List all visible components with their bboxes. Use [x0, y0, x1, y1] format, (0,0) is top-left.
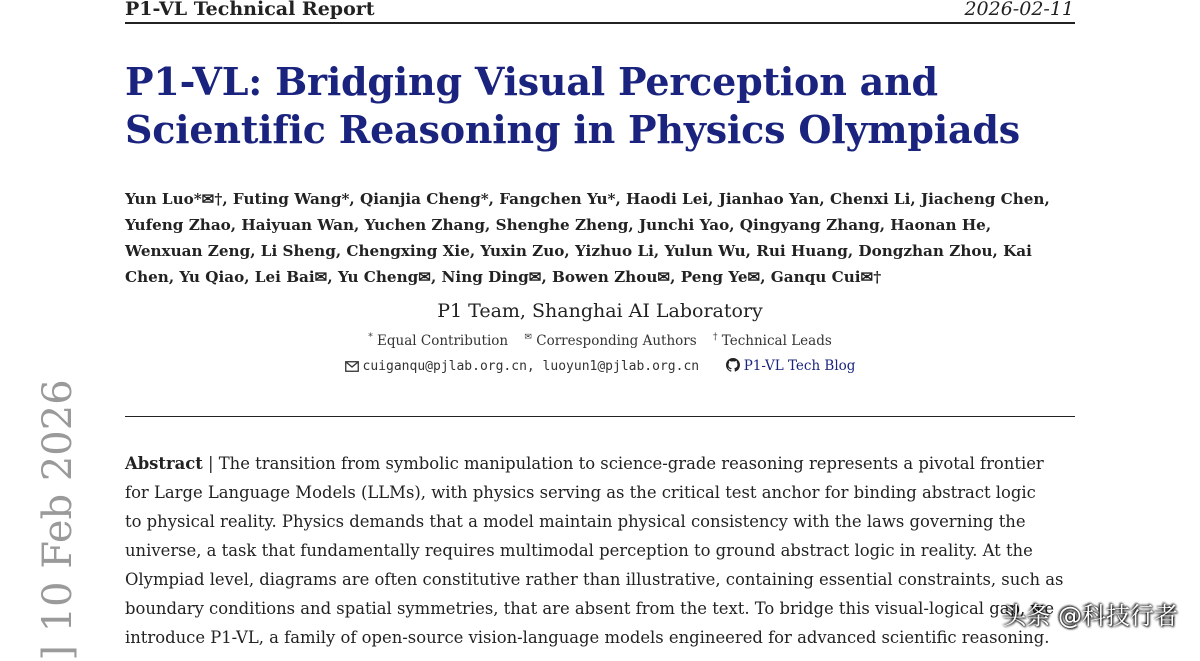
abstract-line: universe, a task that fundamentally requires multimodal perception to ground abstract logic in reality. At the: [125, 541, 1033, 560]
author-list: [125, 186, 1085, 290]
abstract-line: introduce P1-VL, a family of open-source vision-language models engineered for advanced scientific reasoning.: [125, 628, 1050, 647]
affiliation: P1 Team, Shanghai AI Laboratory: [437, 300, 763, 322]
report-date: 2026-02-11: [964, 0, 1074, 20]
envelope-icon: [345, 360, 359, 376]
abstract-line: Abstract | The transition from symbolic manipulation to science-grade reasoning represents a pivotal frontier: [125, 454, 1044, 473]
watermark: 头条 @科技行者: [1002, 602, 1178, 630]
legend-equal: * Equal Contribution: [368, 332, 509, 349]
contact-line: [125, 358, 1075, 376]
title-line: Scientific Reasoning in Physics Olympiads: [125, 107, 1020, 152]
author-line: Yufeng Zhao, Haiyuan Wan, Yuchen Zhang, Shenghe Zheng, Junchi Yao, Qingyang Zhang, Haonan He,: [125, 216, 992, 234]
author-legend: [125, 332, 1075, 349]
abstract-line: for Large Language Models (LLMs), with physics serving as the critical test anchor for binding abstract logic: [125, 483, 1036, 502]
arxiv-side-stamp: ] 10 Feb 2026: [35, 379, 81, 661]
section-rule: [125, 416, 1075, 417]
legend-corresponding: ✉ Corresponding Authors: [524, 332, 697, 349]
tech-blog-link[interactable]: P1-VL Tech Blog: [743, 358, 856, 374]
abstract: [125, 449, 1085, 652]
legend-leads: † Technical Leads: [712, 332, 832, 349]
title-line: P1-VL: Bridging Visual Perception and: [125, 59, 938, 104]
abstract-line: to physical reality. Physics demands that a model maintain physical consistency with the laws governing the: [125, 512, 1026, 531]
paper-title: [125, 58, 1085, 154]
abstract-line: boundary conditions and spatial symmetries, that are absent from the text. To bridge this visual-logical gap, we: [125, 599, 1055, 618]
report-label: P1-VL Technical Report: [125, 0, 375, 20]
abstract-line: Olympiad level, diagrams are often constitutive rather than illustrative, containing essential constraints, such as: [125, 570, 1064, 589]
github-icon: [726, 358, 740, 376]
author-line: Yun Luo*✉†, Futing Wang*, Qianjia Cheng*, Fangchen Yu*, Haodi Lei, Jianhao Yan, Chenxi Li, Jiacheng Chen,: [125, 190, 1050, 208]
email-addresses[interactable]: cuiganqu@pjlab.org.cn, luoyun1@pjlab.org.cn: [362, 359, 700, 374]
author-line: Chen, Yu Qiao, Lei Bai✉, Yu Cheng✉, Ning Ding✉, Bowen Zhou✉, Peng Ye✉, Ganqu Cui✉†: [125, 268, 882, 286]
header-rule: [125, 22, 1075, 24]
abstract-label: Abstract: [125, 454, 203, 473]
author-line: Wenxuan Zeng, Li Sheng, Chengxing Xie, Yuxin Zuo, Yizhuo Li, Yulun Wu, Rui Huang, Dongzhan Zhou, Kai: [125, 242, 1032, 260]
